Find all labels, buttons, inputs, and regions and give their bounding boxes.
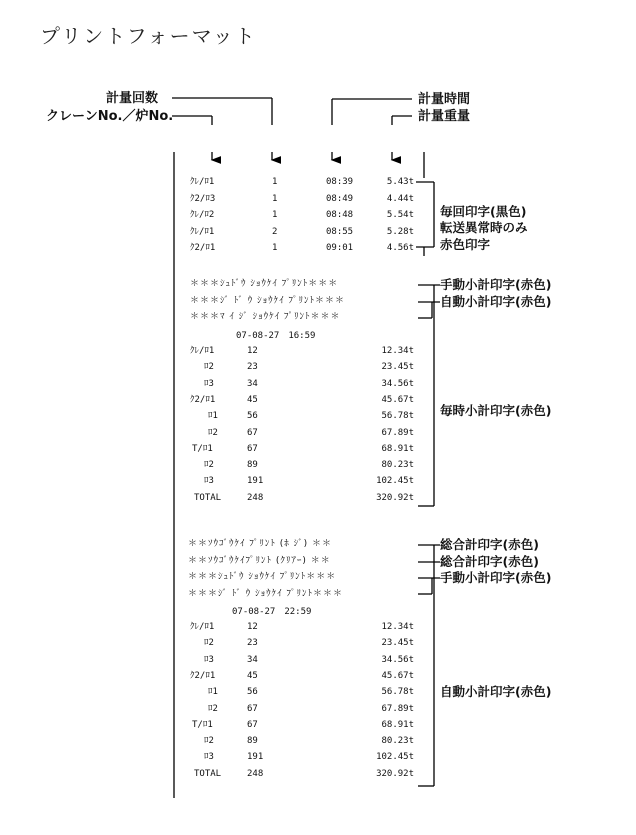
total-row-weight: 80.23t [381,736,414,747]
total-row-weight: 23.45t [381,638,414,649]
total-row-count: 191 [247,752,264,763]
total-header: ＊＊ｿｳｺﾞｳｹｲﾌﾟﾘﾝﾄ (ｸﾘｱｰ) ＊＊ [188,555,331,566]
section2-datetime: 07-08-27 16:59 [236,331,316,341]
legend-weight-label: 計量重量 [418,109,471,124]
total-row-label: ｸ2/ﾛ1 [190,670,216,681]
subtotal-row-weight: 68.91t [381,443,414,454]
total-row-weight: 34.56t [381,654,414,665]
total-row-label: ﾛ2 [204,638,214,649]
total-row-label: ﾛ2 [204,736,214,747]
total-header: ＊＊ｿｳｺﾞｳｹｲ ﾌﾟﾘﾝﾄ (ﾎ ｼﾞ) ＊＊ [188,539,332,549]
log-row-label: ｸﾚ/ﾛ2 [190,210,215,220]
total-row-label: ｸﾚ/ﾛ1 [190,622,215,632]
log-row-count: 1 [272,193,278,204]
log-row-label: ｸ2/ﾛ1 [190,243,216,253]
total-row-label: ﾛ1 [208,687,218,698]
total-row-count: 67 [247,703,258,714]
log-row-count: 2 [272,226,278,237]
total-row-label: ﾛ2 [208,703,218,714]
total-row-weight: 12.34t [381,622,414,632]
legend-time-label: 計量時間 [418,92,471,107]
log-row-time: 08:55 [326,226,354,237]
total-row-count: 23 [247,638,258,649]
total-row-weight: 67.89t [381,703,414,714]
log-row-weight: 5.43t [386,177,414,187]
subtotal-row-count: 89 [247,460,258,471]
subtotal-row-label: TOTAL [194,492,222,503]
page-title: プリントフォーマット [40,24,257,48]
total-row-count: 34 [247,654,258,665]
total-header: ＊＊＊ｼｭﾄﾞｳ ｼｮｳｹｲ ﾌﾟﾘﾝﾄ＊＊＊ [188,572,337,582]
log-row-weight: 5.28t [386,226,414,237]
total-row-count: 89 [247,736,258,747]
subtotal-row-weight: 12.34t [381,346,414,356]
section3-header-note-1: 総合計印字(赤色) [440,537,539,552]
subtotal-row-count: 45 [247,394,258,405]
subtotal-row-label: ﾛ2 [208,427,218,438]
subtotal-row-weight: 56.78t [381,411,414,422]
total-row-weight: 102.45t [376,752,414,763]
subtotal-row-label: ﾛ2 [204,460,214,471]
subtotal-row-label: ﾛ3 [204,378,214,389]
total-row-label: ﾛ3 [204,752,214,763]
total-row-count: 67 [247,719,258,730]
subtotal-row-count: 34 [247,378,258,389]
subtotal-row-label: ｸ2/ﾛ1 [190,394,216,405]
total-row-weight: 68.91t [381,719,414,730]
total-row-count: 12 [247,622,258,632]
log-row-weight: 5.54t [386,210,414,220]
subtotal-row-count: 67 [247,427,258,438]
total-row-weight: 56.78t [381,687,414,698]
subtotal-header: ＊＊＊ｼｭﾄﾞｳ ｼｮｳｹｲ ﾌﾟﾘﾝﾄ＊＊＊ [190,279,339,289]
subtotal-row-weight: 45.67t [381,394,414,405]
subtotal-row-count: 248 [247,492,264,503]
log-row-time: 08:48 [326,210,354,220]
subtotal-row-label: ﾛ2 [204,362,214,373]
subtotal-row-label: ｸﾚ/ﾛ1 [190,346,215,356]
log-row-time: 09:01 [326,243,354,253]
subtotal-row-label: ﾛ1 [208,411,218,422]
subtotal-row-count: 191 [247,476,264,487]
subtotal-row-weight: 320.92t [376,492,414,503]
subtotal-row-label: T/ﾛ1 [192,443,213,454]
subtotal-row-count: 67 [247,443,258,454]
section3-header-note-3: 手動小計印字(赤色) [440,570,552,585]
log-row-label: ｸﾚ/ﾛ1 [190,177,215,187]
log-row-time: 08:49 [326,193,354,204]
section1-note-line3: 赤色印字 [440,237,491,252]
total-row-label: T/ﾛ1 [192,719,213,730]
section3-datetime: 07-08-27 22:59 [232,607,312,617]
legend-count-label: 計量回数 [106,91,159,106]
log-row-label: ｸ2/ﾛ3 [190,193,216,204]
subtotal-row-count: 23 [247,362,258,373]
section3-body-note: 自動小計印字(赤色) [440,684,552,699]
total-header: ＊＊＊ｼﾞ ﾄﾞ ｳ ｼｮｳｹｲ ﾌﾟﾘﾝﾄ＊＊＊ [188,588,343,599]
total-row-weight: 320.92t [376,768,414,779]
subtotal-row-weight: 102.45t [376,476,414,487]
total-row-label: TOTAL [194,768,222,779]
section2-body-note: 毎時小計印字(赤色) [440,403,552,418]
total-row-count: 56 [247,687,258,698]
total-row-label: ﾛ3 [204,654,214,665]
section2-header-note-manual: 手動小計印字(赤色) [440,277,552,292]
section1-note-line1: 毎回印字(黒色) [440,204,527,219]
log-row-weight: 4.44t [386,193,414,204]
section3-header-note-2: 総合計印字(赤色) [440,554,539,569]
subtotal-row-count: 56 [247,411,258,422]
section1-note-line2: 転送異常時のみ [440,220,528,235]
subtotal-row-weight: 80.23t [381,460,414,471]
total-row-count: 248 [247,768,264,779]
log-row-count: 1 [272,243,278,253]
subtotal-row-weight: 23.45t [381,362,414,373]
section2-header-note-auto: 自動小計印字(赤色) [440,294,552,309]
log-row-count: 1 [272,210,278,220]
subtotal-row-label: ﾛ3 [204,476,214,487]
subtotal-header: ＊＊＊ｼﾞ ﾄﾞ ｳ ｼｮｳｹｲ ﾌﾟﾘﾝﾄ＊＊＊ [190,295,345,306]
subtotal-row-weight: 34.56t [381,378,414,389]
subtotal-row-count: 12 [247,346,258,356]
log-row-weight: 4.56t [386,243,414,253]
log-row-label: ｸﾚ/ﾛ1 [190,226,215,237]
legend-crane-label: クレーンNo.／炉No. [46,109,174,124]
log-row-time: 08:39 [326,177,354,187]
log-row-count: 1 [272,177,278,187]
subtotal-header: ＊＊＊ﾏ ｲ ｼﾞ ｼｮｳｹｲ ﾌﾟﾘﾝﾄ＊＊＊ [190,312,341,322]
total-row-weight: 45.67t [381,670,414,681]
total-row-count: 45 [247,670,258,681]
subtotal-row-weight: 67.89t [381,427,414,438]
